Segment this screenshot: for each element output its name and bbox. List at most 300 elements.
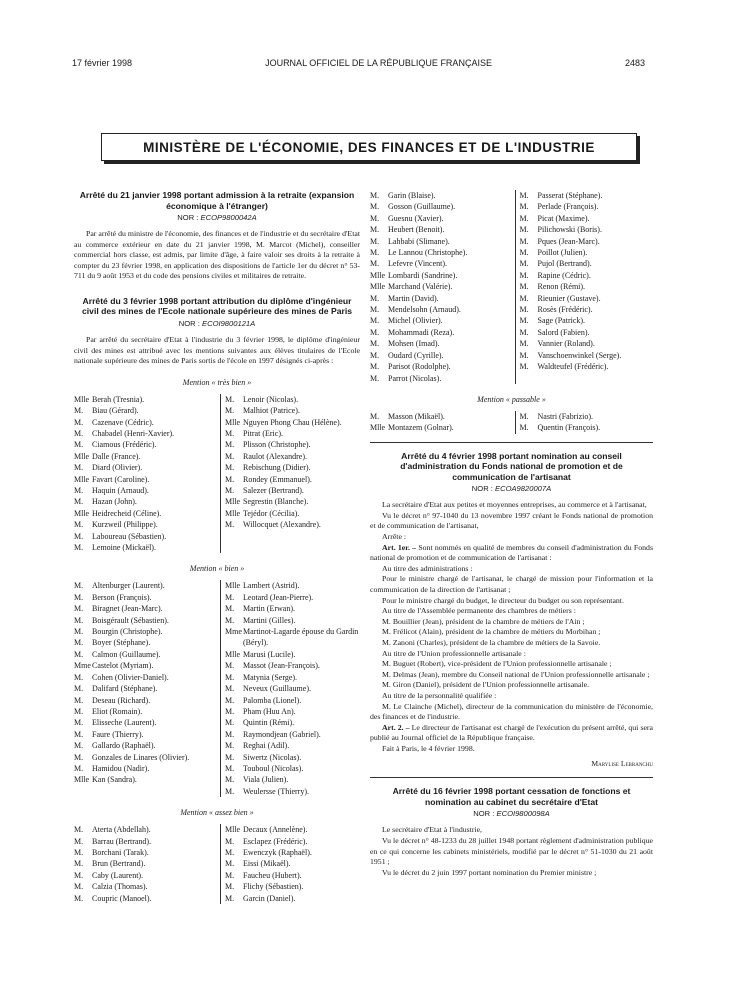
list-item	[74, 752, 214, 763]
person-name: Lahbabi (Slimane).	[388, 236, 450, 246]
person-name: Picat (Maxime).	[537, 213, 590, 223]
person-name: Poillot (Julien).	[537, 248, 588, 258]
person-name: Marchand (Valérie).	[388, 282, 453, 292]
person-name: Viala (Julien).	[243, 775, 289, 785]
signature: Marylise Lebranchu	[591, 759, 653, 769]
person-name: Plisson (Christophe).	[243, 440, 311, 450]
person-name: Parrot (Nicolas).	[388, 373, 442, 383]
title-abbrev: Mme	[74, 661, 91, 671]
list-item	[225, 786, 360, 797]
list-item	[74, 603, 214, 614]
person-name: Tejédor (Cécilia).	[243, 508, 300, 518]
title-abbrev: Mlle	[225, 417, 241, 427]
person-name: Raulot (Alexandre).	[243, 451, 307, 461]
title-abbrev: M.	[74, 486, 84, 495]
list-item	[370, 361, 509, 372]
person-name: Pques (Jean-Marc).	[537, 236, 600, 246]
title-abbrev: M.	[74, 718, 84, 728]
decree-text: M. Frélicot (Alain), président de la chambre de métiers du Morbihan ;	[382, 627, 601, 637]
person-name: Barrau (Bertrand).	[92, 836, 152, 846]
list-item	[225, 695, 360, 706]
list-item	[225, 394, 360, 405]
title-abbrev: M.	[519, 327, 529, 337]
list-item	[225, 474, 360, 485]
title-abbrev: M.	[74, 497, 84, 507]
title-abbrev: M.	[370, 225, 380, 235]
person-name: Reghai (Adil).	[243, 741, 290, 751]
names-column	[515, 411, 654, 434]
person-name: Aterta (Abdellah).	[92, 825, 151, 835]
list-item	[74, 580, 214, 591]
title-abbrev: Mlle	[225, 508, 241, 518]
person-name: Eissi (Mikaël).	[243, 859, 291, 869]
person-name: Renon (Rémi).	[537, 282, 586, 292]
person-name: Gosson (Guillaume).	[388, 202, 456, 212]
title-abbrev: M.	[74, 520, 84, 530]
list-item	[520, 338, 654, 349]
person-name: Mohsen (Imad).	[388, 339, 440, 349]
list-item	[370, 350, 509, 361]
list-item	[225, 752, 360, 763]
list-item	[370, 201, 509, 212]
list-item	[225, 824, 360, 835]
person-name: Cazenave (Cédric).	[92, 417, 154, 427]
person-name: Perlade (François).	[537, 202, 599, 212]
title-abbrev: Mlle	[225, 581, 241, 591]
list-item	[520, 190, 654, 201]
list-item	[225, 729, 360, 740]
title-abbrev: Mme	[225, 627, 242, 637]
title-abbrev: M.	[74, 604, 84, 614]
list-item	[74, 439, 214, 450]
list-item	[74, 462, 214, 473]
decree-text: Au titre des administrations :	[382, 563, 473, 573]
title-abbrev: Mlle	[370, 423, 386, 433]
decree-text: M. Buguet (Robert), vice-président de l'Union professionnelle artisanale ;	[382, 659, 612, 669]
list-item	[225, 870, 360, 881]
person-name: Biragnet (Jean-Marc).	[92, 604, 163, 614]
title-abbrev: M.	[74, 649, 84, 659]
person-name: Willocquet (Alexandre).	[243, 520, 321, 530]
person-name: Passerat (Stéphane).	[537, 191, 603, 200]
decree-text: Fait à Paris, le 4 février 1998.	[382, 743, 475, 753]
nor-reference: NOR : ECOI9800098A	[473, 809, 550, 819]
names-column	[74, 394, 214, 554]
list-item	[225, 774, 360, 785]
list-item	[225, 496, 360, 507]
title-abbrev: M.	[225, 486, 235, 495]
list-item	[225, 740, 360, 751]
decree-title: Arrêté du 3 février 1998 portant attribution du diplôme d'ingénieur civil des mines de l'Ecole nationale supérieure des mines de Paris	[82, 295, 352, 317]
names-list	[370, 411, 653, 434]
list-item	[225, 485, 360, 496]
list-item	[74, 405, 214, 416]
title-abbrev: M.	[519, 236, 529, 246]
person-name: Gallardo (Raphaël).	[92, 741, 156, 751]
names-list	[74, 824, 360, 904]
person-name: Altenburger (Laurent).	[92, 581, 165, 591]
list-item	[74, 763, 214, 774]
person-name: Rapine (Cédric).	[537, 270, 591, 280]
title-abbrev: M.	[370, 248, 380, 258]
nor-reference: NOR : ECOA9820007A	[471, 484, 552, 494]
list-item	[370, 411, 509, 422]
title-abbrev: M.	[519, 362, 529, 372]
title-abbrev: M.	[370, 305, 380, 315]
title-abbrev: M.	[370, 411, 380, 421]
person-name: Calmon (Guillaume).	[92, 649, 161, 659]
decree-text: Au titre de l'Union professionnelle artisanale :	[382, 648, 526, 658]
list-item	[74, 428, 214, 439]
person-name: Lambert (Astrid).	[243, 581, 300, 591]
decree-title: Arrêté du 4 février 1998 portant nomination au conseil d'administration du Fonds national de promotion et de communication de l'artisanat	[400, 450, 623, 482]
person-name: Esclapez (Frédéric).	[243, 836, 308, 846]
title-abbrev: M.	[74, 882, 84, 892]
person-name: Calzia (Thomas).	[92, 882, 148, 892]
mention-heading: Mention « assez bien »	[180, 808, 254, 818]
title-abbrev: M.	[74, 592, 84, 602]
title-abbrev: M.	[74, 836, 84, 846]
title-abbrev: M.	[74, 893, 84, 903]
list-item	[74, 683, 214, 694]
title-abbrev: M.	[225, 718, 235, 728]
person-name: Elisseche (Laurent).	[92, 718, 157, 728]
mention-heading: Mention « bien »	[189, 564, 245, 574]
list-item	[225, 428, 360, 439]
title-abbrev: M.	[370, 350, 380, 360]
title-abbrev: M.	[74, 672, 84, 682]
title-abbrev: Mlle	[225, 825, 241, 835]
person-name: Ewenczyk (Raphaël).	[243, 847, 312, 857]
title-abbrev: Mlle	[225, 649, 241, 659]
title-abbrev: M.	[519, 191, 529, 200]
title-abbrev: Mlle	[74, 775, 90, 785]
title-abbrev: M.	[225, 520, 235, 530]
title-abbrev: M.	[74, 531, 84, 541]
list-item	[225, 717, 360, 728]
title-abbrev: M.	[519, 259, 529, 269]
person-name: Lombardi (Sandrine).	[388, 270, 458, 280]
names-column	[74, 824, 214, 904]
list-item	[74, 706, 214, 717]
list-item	[225, 893, 360, 904]
person-name: Dalle (France).	[92, 451, 141, 461]
person-name: Le Lannou (Christophe).	[388, 248, 468, 258]
person-name: Parisot (Rodolphe).	[388, 362, 451, 372]
list-item	[74, 508, 214, 519]
nor-reference: NOR : ECOI9800121A	[178, 318, 256, 328]
list-item	[520, 293, 654, 304]
list-item	[370, 270, 509, 281]
list-item	[370, 213, 509, 224]
person-name: Palomba (Lionel).	[243, 695, 302, 705]
person-name: Mendelsohn (Arnaud).	[388, 305, 461, 315]
person-name: Rebischung (Didier).	[243, 463, 311, 473]
title-abbrev: M.	[519, 350, 529, 360]
list-item	[74, 637, 214, 648]
list-item	[520, 258, 654, 269]
page-header	[72, 58, 645, 68]
list-item	[74, 717, 214, 728]
person-name: Lenoir (Nicolas).	[243, 394, 299, 404]
person-name: Ciamous (Frédéric).	[92, 440, 157, 450]
person-name: Waldteufel (Frédéric).	[537, 362, 609, 372]
list-item	[370, 224, 509, 235]
person-name: Garcin (Daniel).	[243, 893, 296, 903]
decree-text: La secrétaire d'Etat aux petites et moyennes entreprises, au commerce et à l'artisanat,	[382, 500, 647, 510]
person-name: Massot (Jean-François).	[243, 661, 320, 671]
title-abbrev: M.	[225, 763, 235, 773]
list-item	[225, 672, 360, 683]
list-item	[74, 626, 214, 637]
list-item	[225, 451, 360, 462]
list-item	[520, 361, 654, 372]
title-abbrev: M.	[225, 775, 235, 785]
list-item	[74, 485, 214, 496]
list-item	[74, 660, 214, 671]
title-abbrev: Mlle	[74, 394, 90, 404]
title-abbrev: M.	[74, 406, 84, 416]
title-abbrev: M.	[225, 474, 235, 484]
title-abbrev: M.	[370, 373, 380, 383]
person-name: Heidrecheid (Céline).	[92, 508, 162, 518]
list-item	[520, 411, 654, 422]
list-item	[370, 338, 509, 349]
title-abbrev: M.	[74, 440, 84, 450]
person-name: Lemoine (Mickaël).	[92, 543, 156, 553]
title-abbrev: Mlle	[74, 474, 90, 484]
list-item	[520, 224, 654, 235]
person-name: Berson (François).	[92, 592, 152, 602]
list-item	[370, 327, 509, 338]
title-abbrev: M.	[225, 406, 235, 416]
person-name: Boyer (Stéphane).	[92, 638, 151, 648]
person-name: Berah (Tresnia).	[92, 394, 145, 404]
person-name: Eliot (Romain).	[92, 706, 143, 716]
person-name: Siwertz (Nicolas).	[243, 752, 302, 762]
title-abbrev: Mlle	[225, 497, 241, 507]
title-abbrev: Mlle	[370, 282, 386, 292]
decree-text: Vu le décret du 2 juin 1997 portant nomination du Premier ministre ;	[382, 867, 597, 877]
person-name: Salord (Fabien).	[537, 327, 590, 337]
person-name: Lefevre (Vincent).	[388, 259, 448, 269]
decree-text: M. Zanoni (Charles), président de la chambre de métiers de la Savoie.	[382, 637, 601, 647]
person-name: Dalifard (Stéphane).	[92, 684, 158, 694]
header-date: 17 février 1998	[72, 58, 133, 68]
list-item	[225, 417, 360, 428]
names-list	[74, 580, 360, 797]
person-name: Pujol (Bertrand).	[537, 259, 592, 269]
list-item	[225, 519, 360, 530]
person-name: Quentin (François).	[537, 423, 601, 433]
title-abbrev: Mlle	[74, 508, 90, 518]
list-item	[225, 763, 360, 774]
names-column	[74, 580, 214, 797]
nor-reference: NOR : ECOP9800042A	[177, 213, 257, 222]
right-column	[370, 190, 653, 878]
title-abbrev: M.	[225, 741, 235, 751]
title-abbrev: M.	[225, 882, 235, 892]
list-item	[74, 531, 214, 542]
person-name: Rosès (Frédéric).	[537, 305, 593, 315]
decree-title: Arrêté du 16 février 1998 portant cessation de fonctions et nomination au cabinet du secrétaire d'Etat	[392, 786, 631, 807]
person-name: Malhiot (Patrice).	[243, 406, 300, 416]
list-item	[370, 281, 509, 292]
title-abbrev: M.	[370, 339, 380, 349]
decree-text: Le secrétaire d'Etat à l'industrie,	[382, 825, 483, 835]
person-name: Nastri (Fabrizio).	[537, 411, 594, 421]
title-abbrev: Mlle	[370, 270, 386, 280]
person-name: Vannier (Roland).	[537, 339, 595, 349]
person-name: Castelot (Myriam).	[92, 661, 154, 671]
title-abbrev: M.	[225, 615, 235, 625]
list-item	[74, 824, 214, 835]
title-abbrev: M.	[74, 463, 84, 473]
title-abbrev: M.	[370, 236, 380, 246]
title-abbrev: M.	[225, 870, 235, 880]
title-abbrev: M.	[370, 259, 380, 269]
person-name: Biau (Gérard).	[92, 406, 139, 416]
title-abbrev: M.	[225, 428, 235, 438]
list-item	[520, 213, 654, 224]
decree-text: Au titre de l'Assemblée permanente des chambres de métiers :	[382, 606, 576, 616]
person-name: Hazan (John).	[92, 497, 137, 507]
list-item	[74, 847, 214, 858]
list-item	[520, 327, 654, 338]
decree-title: Arrêté du 21 janvier 1998 portant admission à la retraite (expansion économique à l'étranger)	[79, 190, 355, 211]
person-name: Martini (Gilles).	[243, 615, 296, 625]
title-abbrev: M.	[74, 627, 84, 637]
title-abbrev: M.	[519, 225, 529, 235]
title-abbrev: M.	[74, 581, 84, 591]
list-item	[225, 580, 360, 591]
list-item	[225, 462, 360, 473]
decree-text: M. Le Clainche (Michel), directeur de la communication du ministère de l'économie, des finances et de l'industrie.	[370, 701, 653, 722]
title-abbrev: M.	[74, 695, 84, 705]
list-item	[74, 519, 214, 530]
person-name: Kan (Sandra).	[92, 775, 137, 785]
list-item	[370, 304, 509, 315]
list-item	[225, 615, 360, 626]
person-name: Caby (Laurent).	[92, 870, 144, 880]
decree-text: Arrête :	[382, 532, 407, 541]
title-abbrev: M.	[225, 604, 235, 614]
title-abbrev: M.	[74, 417, 84, 427]
title-abbrev: M.	[74, 763, 84, 773]
list-item	[520, 281, 654, 292]
title-abbrev: M.	[225, 695, 235, 705]
title-abbrev: M.	[225, 592, 235, 602]
list-item	[74, 870, 214, 881]
names-column	[220, 580, 360, 797]
list-item	[520, 350, 654, 361]
list-item	[225, 405, 360, 416]
list-item	[225, 603, 360, 614]
title-abbrev: Mlle	[74, 451, 90, 461]
list-item	[74, 729, 214, 740]
title-abbrev: M.	[519, 248, 529, 258]
list-item	[74, 858, 214, 869]
person-name: Heubert (Benoit).	[388, 225, 445, 235]
person-name: Faucheu (Hubert).	[243, 870, 302, 880]
list-item	[225, 836, 360, 847]
person-name: Coupric (Manoel).	[92, 893, 152, 903]
person-name: Garin (Blaise).	[388, 191, 436, 200]
header-page-number: 2483	[624, 58, 645, 68]
person-name: Martin (Erwan).	[243, 604, 295, 614]
left-column	[74, 190, 360, 904]
title-abbrev: M.	[519, 282, 529, 292]
decree-text: M. Delmas (Jean), membre du Conseil national de l'Union professionnelle artisanale ;	[382, 669, 650, 679]
title-abbrev: M.	[74, 638, 84, 648]
decree-text: Au titre de la personnalité qualifiée :	[382, 690, 497, 700]
title-abbrev: M.	[74, 741, 84, 751]
decree-text: Pour le ministre chargé du budget, le directeur du budget ou son représentant.	[382, 595, 624, 605]
names-column	[220, 394, 360, 554]
title-abbrev: M.	[74, 729, 84, 739]
title-abbrev: M.	[370, 316, 380, 326]
list-item	[74, 542, 214, 553]
person-name: Quintin (Rémi).	[243, 718, 295, 728]
person-name: Neveux (Guillaume).	[243, 684, 311, 694]
person-name: Decaux (Annelène).	[243, 825, 308, 835]
person-name: Segrestin (Blanche).	[243, 497, 309, 507]
title-abbrev: M.	[225, 463, 235, 473]
person-name: Sage (Patrick).	[537, 316, 586, 326]
list-item	[370, 258, 509, 269]
person-name: Vanschoenwinkel (Serge).	[537, 350, 622, 360]
list-item	[74, 774, 214, 785]
person-name: Haquin (Arnaud).	[92, 486, 149, 495]
title-abbrev: M.	[519, 423, 529, 433]
person-name: Brun (Bertrand).	[92, 859, 146, 869]
title-abbrev: M.	[519, 293, 529, 303]
list-item	[74, 740, 214, 751]
list-item	[74, 394, 214, 405]
list-item	[74, 695, 214, 706]
title-abbrev: M.	[74, 706, 84, 716]
title-abbrev: M.	[74, 428, 84, 438]
decree-text: Pour le ministre chargé de l'artisanat, le chargé de mission pour l'information et la communication de la direction de l'artisanat ;	[370, 574, 653, 594]
person-name: Martin (David).	[388, 293, 439, 303]
title-abbrev: M.	[225, 394, 235, 404]
list-item	[225, 508, 360, 519]
person-name: Leotard (Jean-Pierre).	[243, 592, 314, 602]
title-abbrev: M.	[225, 451, 235, 461]
list-item	[370, 190, 509, 201]
list-item	[225, 439, 360, 450]
list-item	[225, 592, 360, 603]
title-abbrev: M.	[74, 615, 84, 625]
list-item	[370, 422, 509, 433]
decree-text: Par arrêté du ministre de l'économie, des finances et de l'industrie et du secrétaire d'Etat au commerce extérieur en date du 21 janvier 1998, M. Marcot (Michel), conseiller commercial hors classe, est admis, par limite d'âge, à faire valoir ses droits à la retraite à compter du 23 février 1998, en application des dispositions de l'article 1er du décret n° 53-711 du 9 août 1953 et du code des pensions civiles et militaires de retraite.	[74, 229, 360, 281]
list-item	[520, 201, 654, 212]
list-item	[225, 881, 360, 892]
title-abbrev: M.	[225, 706, 235, 716]
title-abbrev: M.	[519, 202, 529, 212]
mention-heading: Mention « passable »	[477, 394, 546, 404]
person-name: Pitrat (Eric).	[243, 428, 283, 438]
list-item	[370, 247, 509, 258]
header-journal: JOURNAL OFFICIEL DE LA RÉPUBLIQUE FRANÇAISE	[265, 58, 492, 68]
title-abbrev: M.	[370, 202, 380, 212]
names-column	[370, 190, 509, 384]
person-name: Diard (Olivier).	[92, 463, 143, 473]
list-item	[74, 649, 214, 660]
person-name: Weulersse (Thierry).	[243, 786, 309, 796]
list-item	[370, 236, 509, 247]
person-name: Matynia (Serge).	[243, 672, 298, 682]
